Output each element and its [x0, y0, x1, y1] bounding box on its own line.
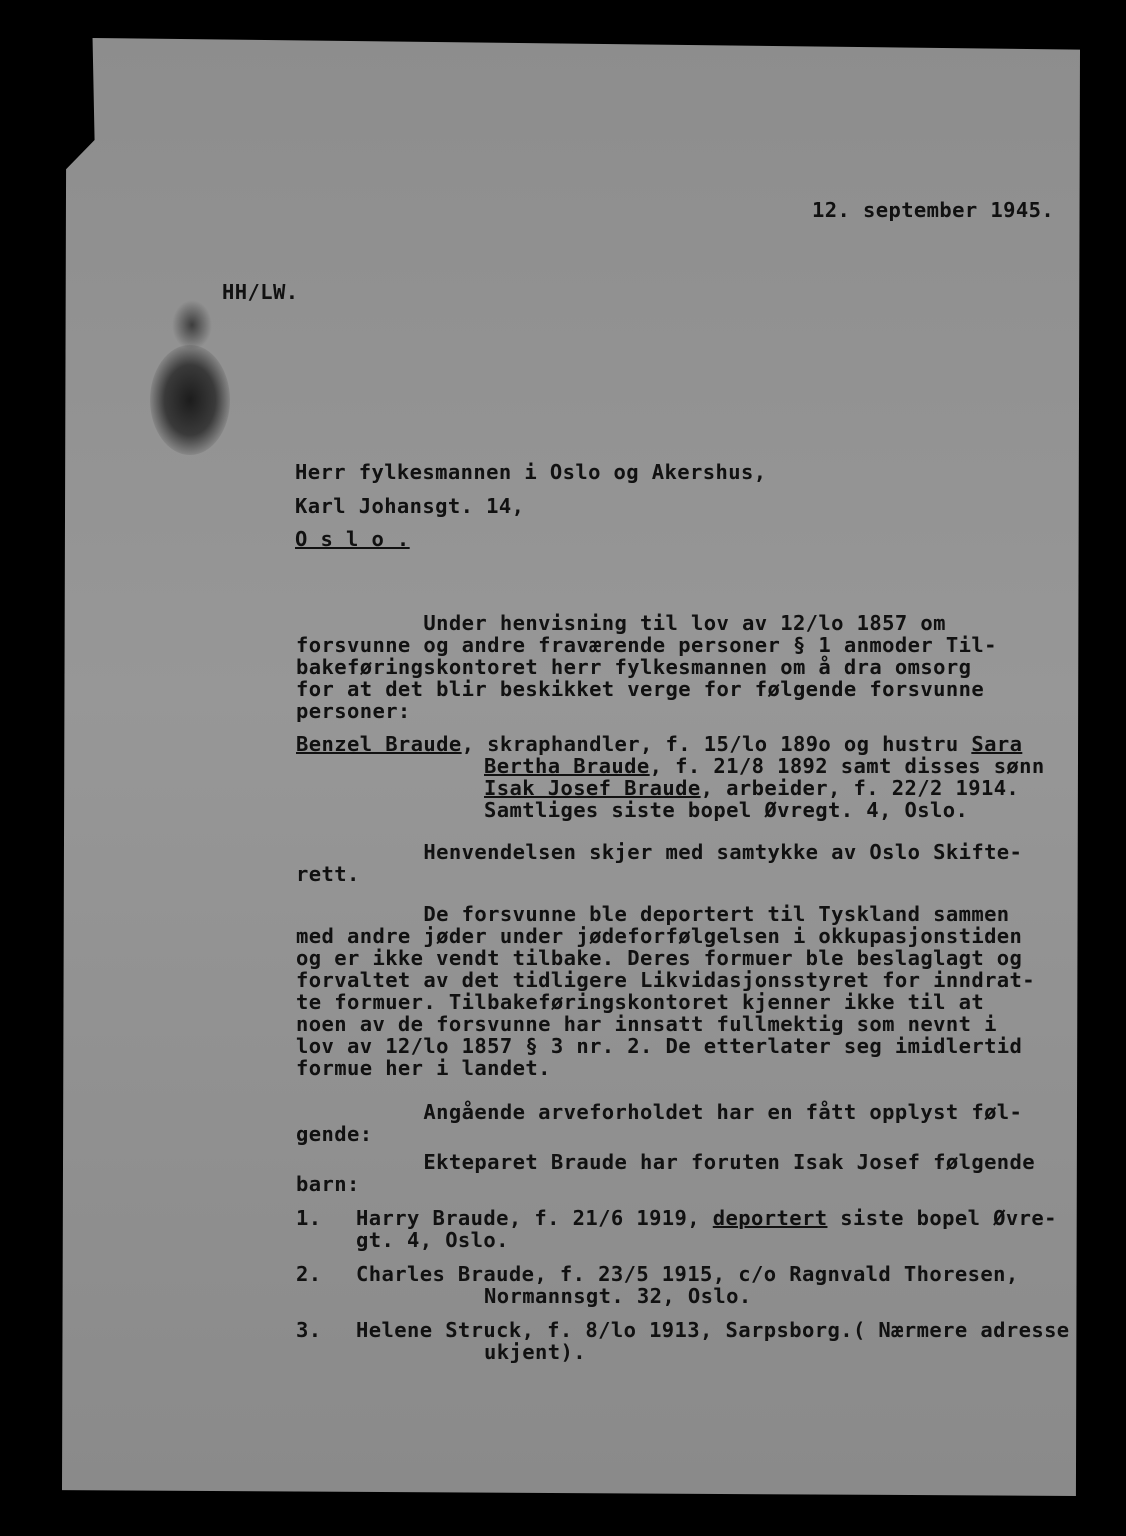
para1-line: forsvunne og andre fraværende personer § 1 anmoder Til-: [296, 633, 997, 657]
recipient-line-2: Karl Johansgt. 14,: [295, 494, 525, 518]
para1-line: Under henvisning til lov av 12/lo 1857 om: [296, 611, 946, 635]
para3-line: lov av 12/lo 1857 § 3 nr. 2. De etterlater seg imidlertid: [296, 1034, 1023, 1058]
person-line-3: Isak Josef Braude, arbeider, f. 22/2 1914.: [484, 776, 1020, 800]
para1-line: bakeføringskontoret herr fylkesmannen om å dra omsorg: [296, 655, 972, 679]
para1-line: personer:: [296, 699, 411, 723]
para2-line: rett.: [296, 862, 360, 886]
para3-line: forvaltet av det tidligere Likvidasjonsstyret for inndrat-: [296, 968, 1036, 992]
child-item-line: Helene Struck, f. 8/lo 1913, Sarpsborg.( Nærmere adresse: [356, 1318, 1070, 1342]
ink-smudge: [172, 300, 212, 350]
child-item-cont: Normannsgt. 32, Oslo.: [484, 1284, 752, 1308]
person-line-1: Benzel Braude, skraphandler, f. 15/lo 189o og hustru Sara: [296, 732, 1023, 756]
child-item-cont: gt. 4, Oslo.: [356, 1228, 509, 1252]
para3-line: med andre jøder under jødeforfølgelsen i okkupasjonstiden: [296, 924, 1023, 948]
ink-smudge: [150, 345, 230, 455]
para3-line: formue her i landet.: [296, 1056, 551, 1080]
child-item-line: Harry Braude, f. 21/6 1919, deportert siste bopel Øvre-: [356, 1206, 1057, 1230]
person-line-2: Bertha Braude, f. 21/8 1892 samt disses sønn: [484, 754, 1045, 778]
child-item-line: Charles Braude, f. 23/5 1915, c/o Ragnvald Thoresen,: [356, 1262, 1019, 1286]
child-item-number: 1.: [296, 1206, 322, 1230]
para3-line: noen av de forsvunne har innsatt fullmektig som nevnt i: [296, 1012, 997, 1036]
child-item-number: 2.: [296, 1262, 322, 1286]
person-name: Sara: [971, 732, 1023, 756]
para3-line: og er ikke vendt tilbake. Deres formuer ble beslaglagt og: [296, 946, 1023, 970]
person-name: Isak Josef Braude: [484, 776, 701, 800]
recipient-line-1: Herr fylkesmannen i Oslo og Akershus,: [295, 460, 767, 484]
para3-line: te formuer. Tilbakeføringskontoret kjenner ikke til at: [296, 990, 985, 1014]
person-name: Benzel Braude: [296, 732, 462, 756]
reference-code: HH/LW.: [222, 280, 299, 304]
person-name: Bertha Braude: [484, 754, 650, 778]
para4-line: Angående arveforholdet har en fått opplyst føl-: [296, 1100, 1023, 1124]
letter-date: 12. september 1945.: [812, 198, 1055, 222]
person-line-4: Samtliges siste bopel Øvregt. 4, Oslo.: [484, 798, 969, 822]
para2-line: Henvendelsen skjer med samtykke av Oslo Skifte-: [296, 840, 1023, 864]
child-item-cont: ukjent).: [484, 1340, 586, 1364]
child-item-number: 3.: [296, 1318, 322, 1342]
para3-line: De forsvunne ble deportert til Tyskland sammen: [296, 902, 1010, 926]
recipient-city: O s l o .: [295, 527, 410, 551]
para4-line: gende:: [296, 1122, 373, 1146]
para5-line: barn:: [296, 1172, 360, 1196]
para1-line: for at det blir beskikket verge for følgende forsvunne: [296, 677, 985, 701]
para5-line: Ekteparet Braude har foruten Isak Josef følgende: [296, 1150, 1036, 1174]
